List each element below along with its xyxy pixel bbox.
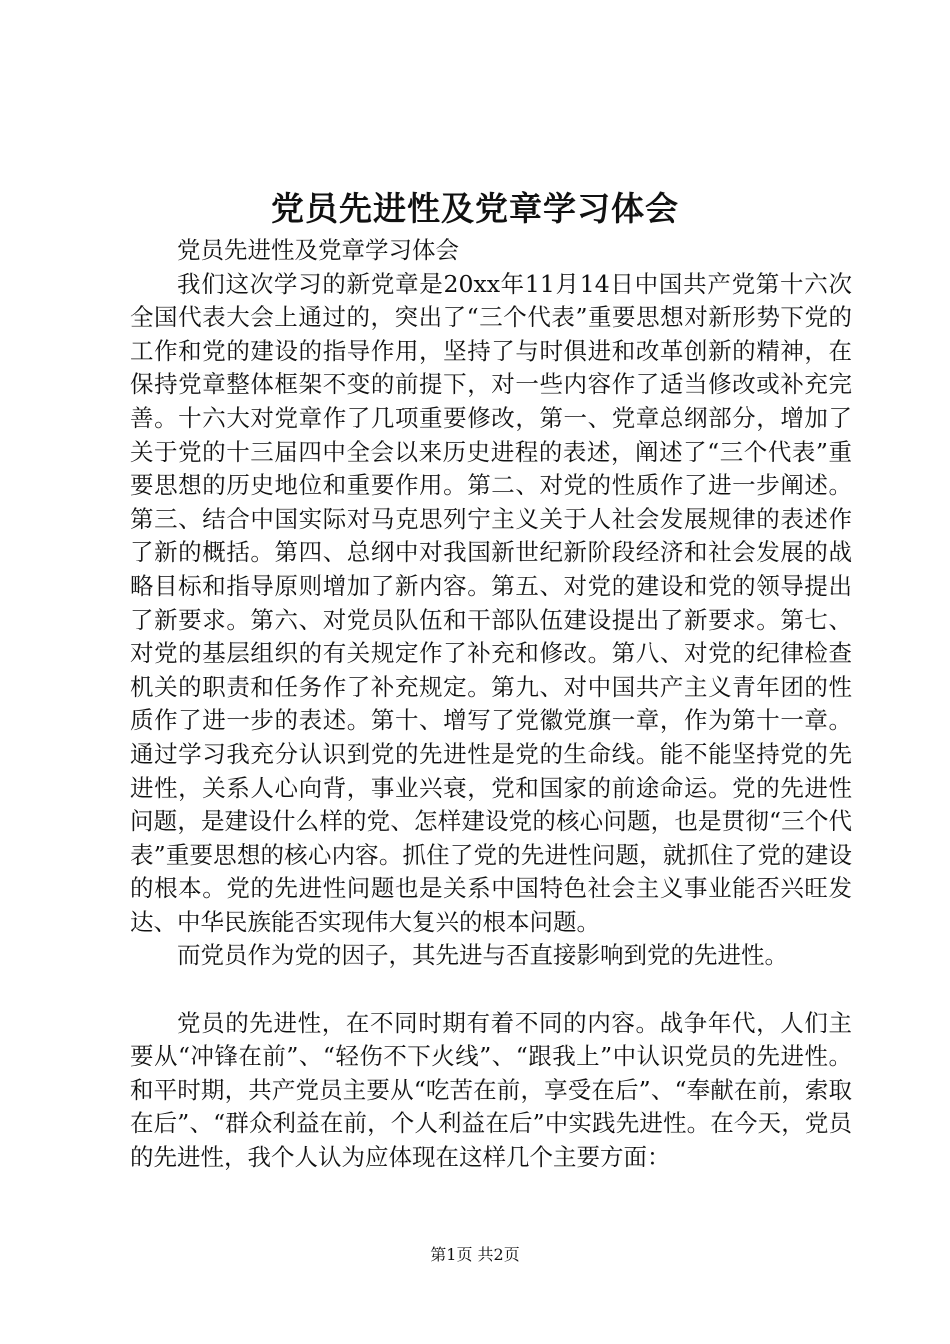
document-title: 党员先进性及党章学习体会 [271, 189, 679, 228]
body-paragraph: 我们这次学习的新党章是20xx年11月14日中国共产党第十六次全国代表大会上通过的，突出了“三个代表”重要思想对新形势下党的工作和党的建设的指导作用，坚持了与时俱进和改革创新的精神，在保持党章整体框架不变的前提下，对一些内容作了适当修改或补充完善。十六大对党章作了几项重要修改，第一、党章总纲部分，增加了关于党的十三届四中全会以来历史进程的表述，阐述了“三个代表”重要思想的历史地位和重要作用。第二、对党的性质作了进一步阐述。第三、结合中国实际对马克思列宁主义关于人社会发展规律的表述作了新的概括。第四、总纲中对我国新世纪新阶段经济和社会发展的战略目标和指导原则增加了新内容。第五、对党的建设和党的领导提出了新要求。第六、对党员队伍和干部队伍建设提出了新要求。第七、对党的基层组织的有关规定作了补充和修改。第八、对党的纪律检查机关的职责和任务作了补充规定。第九、对中国共产主义青年团的性质作了进一步的表述。第十、增写了党徽党旗一章，作为第十一章。通过学习我充分认识到党的先进性是党的生命线。能不能坚持党的先进性，关系人心向背，事业兴衰，党和国家的前途命运。党的先进性问题，是建设什么样的党、怎样建设党的核心问题，也是贯彻“三个代表”重要思想的核心内容。抓住了党的先进性问题，就抓住了党的建设的根本。党的先进性问题也是关系中国特色社会主义事业能否兴旺发达、中华民族能否实现伟大复兴的根本问题。 [130, 269, 852, 936]
subtitle-paragraph: 党员先进性及党章学习体会 [177, 236, 459, 264]
page-footer: 第1页 共2页 [430, 1245, 520, 1264]
document-body [130, 234, 852, 1175]
body-paragraph: 党员的先进性，在不同时期有着不同的内容。战争年代，人们主要从“冲锋在前”、“轻伤不下火线”、“跟我上”中认识党员的先进性。和平时期，共产党员主要从“吃苦在前，享受在后”、“奉献在前，索取在后”、“群众利益在前，个人利益在后”中实践先进性。在今天，党员的先进性，我个人认为应体现在这样几个主要方面： [130, 1008, 852, 1172]
body-paragraph: 而党员作为党的因子，其先进与否直接影响到党的先进性。 [177, 941, 788, 970]
